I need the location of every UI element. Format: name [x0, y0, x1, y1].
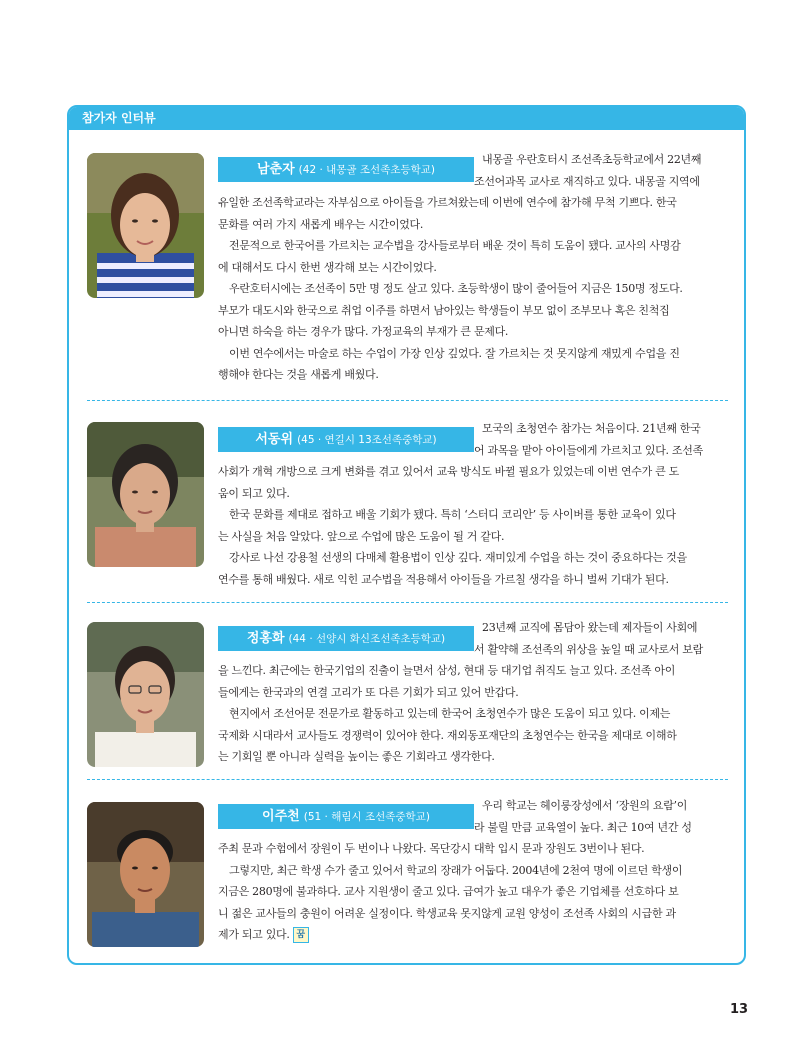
text-line: 우리 학교는 헤이룽장성에서 ‘장원의 요람’이	[482, 799, 688, 812]
text-line: 모국의 초청연수 참가는 처음이다. 21년째 한국	[482, 422, 701, 435]
portrait-photo-4	[87, 802, 204, 947]
interviewee-meta: (42 · 내몽골 조선족초등학교)	[298, 164, 436, 176]
text-line: 강사로 나선 강용철 선생의 다매체 활용법이 인상 깊다. 재미있게 수업을 하는 것이 중요하다는 것을	[229, 551, 687, 564]
section-title: 참가자 인터뷰	[69, 107, 744, 130]
text-line: 니 젊은 교사들의 충원이 어려운 실정이다. 학생교육 못지않게 교원 양성이 조선족 사회의 시급한 과	[218, 906, 676, 920]
text-line: 는 기회일 뿐 아니라 실력을 높이는 좋은 기회라고 생각한다.	[218, 750, 495, 763]
dashed-divider	[87, 602, 728, 603]
dashed-divider	[87, 779, 728, 780]
text-line: 우란호터시에는 조선족이 5만 명 정도 살고 있다. 초등학생이 많이 줄어들어 지금은 150명 정도다.	[229, 282, 683, 295]
page-number: 13	[730, 1002, 749, 1017]
interviewee-name: 남춘자	[256, 162, 295, 177]
text-line: 연수를 통해 배웠다. 새로 익힌 교수법을 적용해서 아이들을 가르칠 생각을 하니 벌써 기대가 된다.	[218, 572, 669, 586]
text-line: 라 불릴 만큼 교육열이 높다. 최근 10여 년간 성	[474, 820, 692, 834]
interviewee-meta: (51 · 해림시 조선족중학교)	[303, 811, 430, 823]
name-bar-4	[218, 804, 474, 829]
text-line: 현지에서 조선어문 전문가로 활동하고 있는데 한국어 초청연수가 많은 도움이 되고 있다. 이제는	[229, 707, 671, 720]
text-line: 는 사실을 처음 알았다. 앞으로 수업에 많은 도움이 될 거 같다.	[218, 529, 505, 543]
portrait-photo-3	[87, 622, 204, 767]
text-line: 움이 되고 있다.	[218, 486, 290, 500]
text-line: 사회가 개혁 개방으로 크게 변화를 겪고 있어서 교육 방식도 바뀔 필요가 있었는데 이번 연수가 큰 도	[218, 465, 679, 478]
paragraph-1	[218, 192, 738, 386]
text-line: 국제화 시대라서 교사들도 경쟁력이 있어야 한다. 재외동포재단의 초청연수는 한국을 제대로 이해하	[218, 728, 677, 742]
name-bar-2	[218, 427, 474, 452]
text-line: 에 대해서도 다시 한번 생각해 보는 시간이었다.	[218, 260, 437, 274]
text-line: 이번 연수에서는 마술로 하는 수업이 가장 인상 깊었다. 잘 가르치는 것 못지않게 재밌게 수업을 진	[229, 346, 680, 360]
text-line: 지금은 280명에 불과하다. 교사 지원생이 줄고 있다. 급여가 높고 대우가 좋은 기업체를 선호하다 보	[218, 885, 679, 898]
end-mark-icon: 꿈	[293, 927, 309, 943]
text-line: 어 과목을 맡아 아이들에게 가르치고 있다. 조선족	[474, 443, 703, 457]
interviewee-name: 이주천	[262, 809, 300, 824]
text-line: 내몽골 우란호터시 조선족초등학교에서 22년째	[482, 153, 702, 166]
text-line: 제가 되고 있다.	[218, 928, 290, 941]
paragraph-4	[218, 838, 738, 946]
text-line: 그렇지만, 최근 학생 수가 줄고 있어서 학교의 장래가 어둡다. 2004년에 2천여 명에 이르던 학생이	[229, 863, 683, 877]
interviewee-meta: (45 · 연길시 13조선족중학교)	[297, 434, 437, 446]
interviewee-meta: (44 · 선양시 화신조선족초등학교)	[288, 633, 446, 645]
text-line: 서 활약해 조선족의 위상을 높일 때 교사로서 보람	[474, 642, 703, 656]
dashed-divider	[87, 400, 728, 401]
text-line: 아니면 하숙을 하는 경우가 많다. 가정교육의 부재가 큰 문제다.	[218, 325, 509, 338]
text-line: 전문적으로 한국어를 가르치는 교수법을 강사들로부터 배운 것이 특히 도움이 됐다. 교사의 사명감	[229, 239, 681, 252]
text-line: 주최 문과 수험에서 장원이 두 번이나 나왔다. 목단강시 대학 입시 문과 장원도 3번이나 된다.	[218, 842, 645, 855]
portrait-photo-1	[87, 153, 204, 298]
interview-box	[67, 105, 746, 965]
text-line: 한국 문화를 제대로 접하고 배울 기회가 됐다. 특히 ‘스터디 코리안’ 등 사이버를 통한 교육이 있다	[229, 508, 676, 521]
paragraph-2	[218, 461, 738, 590]
text-line: 조선어과목 교사로 재직하고 있다. 내몽골 지역에	[474, 174, 700, 188]
text-line: 23년째 교직에 몸담아 왔는데 제자들이 사회에	[482, 621, 698, 634]
interviewee-name: 정홍화	[246, 631, 285, 646]
name-bar-1	[218, 157, 474, 182]
text-line: 부모가 대도시와 한국으로 취업 이주를 하면서 남아있는 학생들이 부모 없이 조부모나 혹은 친척집	[218, 303, 670, 317]
text-line: 유일한 조선족학교라는 자부심으로 아이들을 가르쳐왔는데 이번에 연수에 참가해 무척 기쁘다. 한국	[218, 196, 677, 209]
paragraph-3	[218, 660, 738, 768]
name-bar-3	[218, 626, 474, 651]
text-line: 들에게는 한국과의 연결 고리가 또 다른 기회가 되고 있어 반갑다.	[218, 685, 519, 699]
portrait-photo-2	[87, 422, 204, 567]
text-line: 문화를 여러 가지 새롭게 배우는 시간이었다.	[218, 217, 424, 231]
interviewee-name: 서동위	[255, 432, 294, 447]
text-line: 을 느낀다. 최근에는 한국기업의 진출이 늘면서 삼성, 현대 등 대기업 취직도 늘고 있다. 조선족 아이	[218, 664, 676, 677]
text-line: 행해야 한다는 것을 새롭게 배웠다.	[218, 368, 379, 381]
